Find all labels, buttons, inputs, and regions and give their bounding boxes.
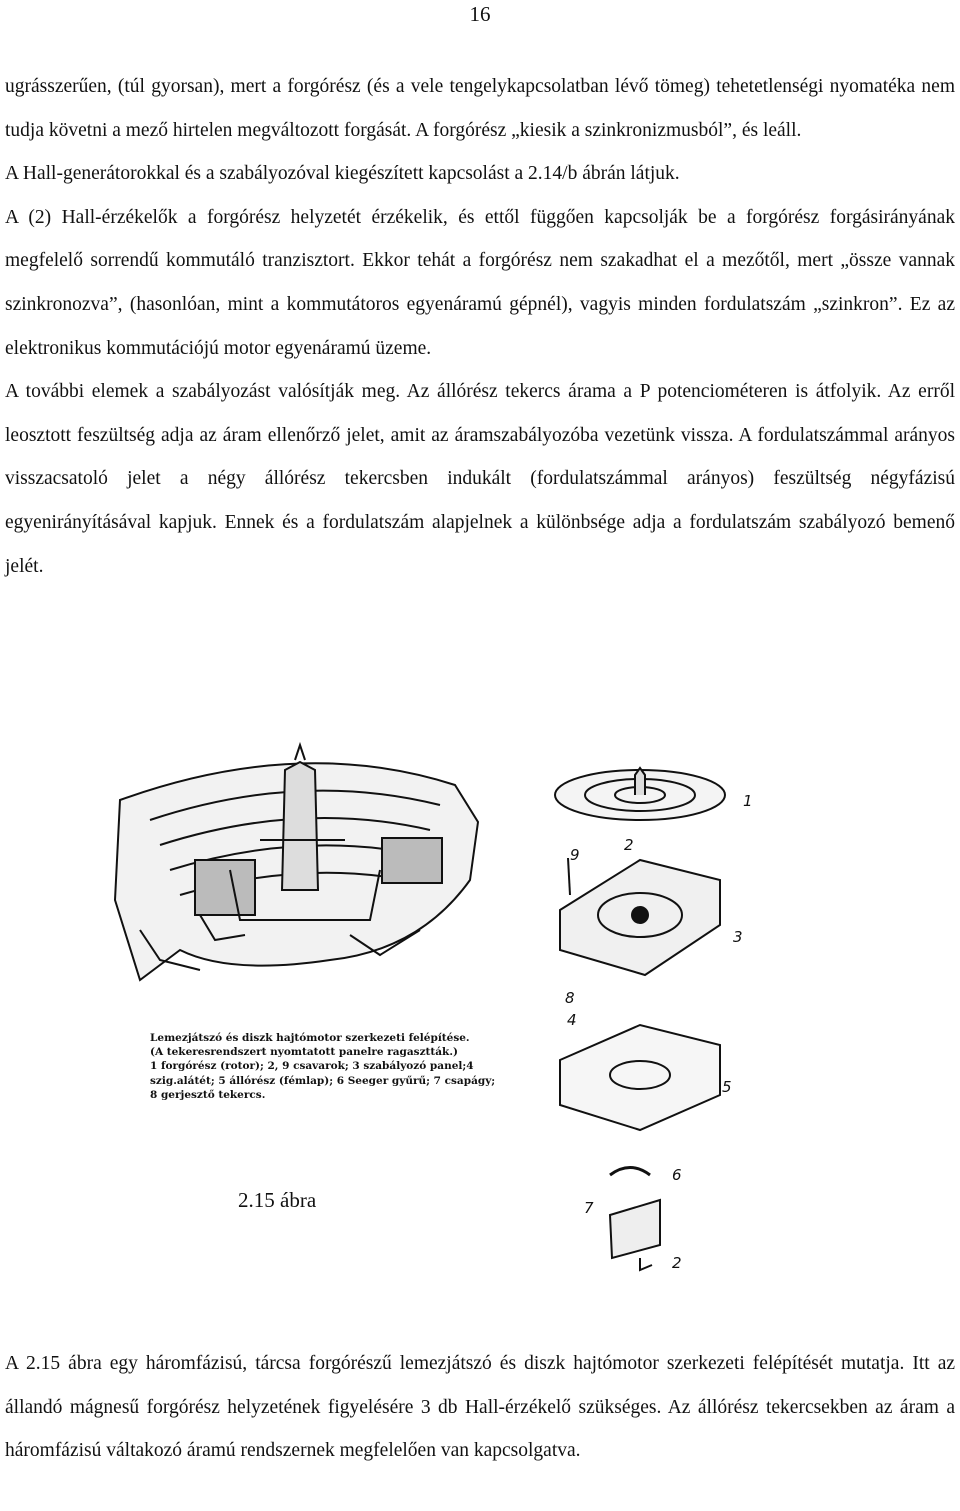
motor-figure	[0, 735, 960, 1295]
paragraph: A (2) Hall-érzékelők a forgórész helyzetét érzékelik, és ettől függően kapcsolják be a forgórész forgásirányának megfelelő sorrendű kommutáló tranzisztort. Ekkor tehát a forgórész nem szakadhat el a mezőtől, mert „össze vannak szinkronozva”, (hasonlóan, mint a kommutátoros egyenáramú gépnél), vagyis minden fordulatszám „szinkron”. Ez az elektronikus kommutációjú motor egyenáramú üzeme.	[5, 206, 955, 359]
figure-caption	[150, 1031, 495, 1102]
exploded-view-drawing	[555, 768, 725, 1270]
paragraph: A 2.15 ábra egy háromfázisú, tárcsa forgórészű lemezjátszó és diszk hajtómotor szerkezeti felépítését mutatja. Itt az állandó mágnesű forgórész helyzetének figyelésére 3 db Hall-érzékelő szükséges. Az állórész tekercsekben az áram a háromfázisú váltakozó áramú rendszernek megfelelően van kapcsolgatva.	[5, 1353, 955, 1462]
body-text-bottom	[5, 1342, 955, 1473]
paragraph: A Hall-generátorokkal és a szabályozóval kiegészített kapcsolást a 2.14/b ábrán látjuk.	[5, 163, 680, 185]
part-number: 7	[584, 1199, 594, 1217]
part-number: 1	[743, 792, 753, 810]
caption-line: 1 forgórész (rotor); 2, 9 csavarok; 3 szabályozó panel;4	[150, 1060, 474, 1073]
motor-cutaway-drawing	[115, 745, 478, 980]
caption-line: Lemezjátszó és diszk hajtómotor szerkezeti felépítése.	[150, 1032, 470, 1044]
part-number: 6	[672, 1166, 682, 1184]
body-text-top	[5, 65, 955, 588]
caption-line: szig.alátét; 5 állórész (fémlap); 6 Seeger gyűrű; 7 csapágy;	[150, 1074, 496, 1087]
caption-line: 8 gerjesztő tekercs.	[150, 1088, 266, 1101]
part-number: 8	[565, 989, 575, 1007]
part-number: 5	[722, 1078, 732, 1096]
part-number: 3	[733, 928, 743, 946]
part-number: 4	[567, 1011, 577, 1029]
paragraph: A további elemek a szabályozást valósítják meg. Az állórész tekercs árama a P potenciométeren is átfolyik. Az erről leosztott feszültség adja az áram ellenőrző jelet, amit az áramszabályozóba vezetünk vissza. A fordulatszámmal arányos visszacsatoló jelet a négy állórész tekercsben indukált (fordulatszámmal arányos) feszültség négyfázisú egyenirányításával kapjuk. Ennek és a fordulatszám alapjelnek a különbsége adja a fordulatszám szabályozó bemenő jelét.	[5, 381, 955, 577]
figure-label: 2.15 ábra	[238, 1188, 317, 1212]
part-number: 2	[624, 836, 634, 854]
caption-line: (A tekeresrendszert nyomtatott panelre ragasztták.)	[150, 1046, 458, 1059]
part-number: 9	[570, 846, 580, 864]
paragraph: ugrásszerűen, (túl gyorsan), mert a forgórész (és a vele tengelykapcsolatban lévő tömeg) tehetetlenségi nyomatéka nem tudja követni a mező hirtelen megváltozott forgását. A forgórész „kiesik a szinkronizmusból”, és leáll.	[5, 76, 955, 141]
part-number: 2	[672, 1254, 682, 1272]
page-number: 16	[469, 2, 491, 26]
